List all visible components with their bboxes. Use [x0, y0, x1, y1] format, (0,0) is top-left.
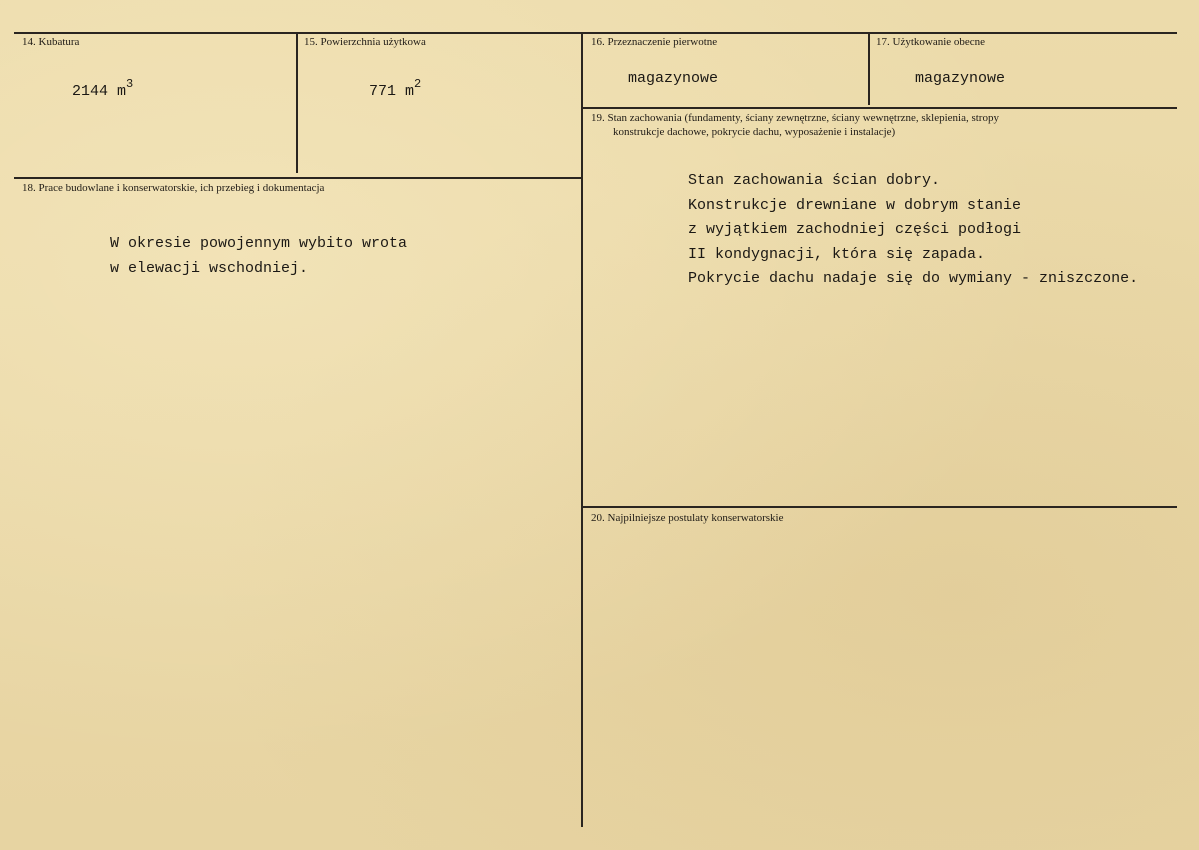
- area-number: 771: [369, 83, 397, 100]
- field-19-label-line1: 19. Stan zachowania (fundamenty, ściany zewnętrzne, ściany wewnętrzne, sklepienia, stropy: [591, 112, 999, 124]
- field-17-label: 17. Użytkowanie obecne: [876, 36, 986, 48]
- main-vertical-divider: [581, 33, 583, 827]
- kubatura-number: 2144: [72, 83, 109, 100]
- field-19-line: z wyjątkiem zachodniej części podłogi: [688, 221, 1022, 238]
- field-19-line: Konstrukcje drewniane w dobrym stanie: [688, 196, 1022, 214]
- field-19-line: Stan zachowania ścian dobry.: [688, 172, 941, 189]
- top-rule: [14, 32, 1177, 34]
- field-19-line: II kondygnacji, która się zapada.: [688, 245, 986, 263]
- field-15-label: 15. Powierzchnia użytkowa: [304, 36, 426, 48]
- field-18-label: 18. Prace budowlane i konserwatorskie, ich przebieg i dokumentacja: [22, 182, 325, 194]
- field-14-label: 14. Kubatura: [22, 36, 80, 48]
- rule-above-20: [583, 506, 1177, 508]
- area-exponent: 2: [414, 77, 422, 91]
- field-16-value: magazynowe: [628, 70, 719, 87]
- rule-above-18: [14, 177, 581, 179]
- field-19-text: [688, 169, 1138, 292]
- field-20-label: 20. Najpilniejsze postulaty konserwatorskie: [591, 512, 784, 524]
- field-18-line: W okresie powojennym wybito wrota: [110, 235, 408, 252]
- kubatura-unit: m: [117, 83, 127, 100]
- kubatura-exponent: 3: [126, 77, 134, 91]
- field-17-value: magazynowe: [915, 70, 1006, 87]
- field-15-value: [369, 74, 421, 105]
- field-18-text: [110, 232, 407, 281]
- field-19-label-line2: konstrukcje dachowe, pokrycie dachu, wyposażenie i instalacje): [613, 126, 896, 138]
- field-19-line: Pokrycie dachu nadaje się do wymiany - zniszczone.: [688, 270, 1139, 287]
- rule-above-19: [583, 107, 1177, 109]
- field-18-line: w elewacji wschodniej.: [110, 259, 309, 277]
- area-unit: m: [405, 83, 415, 100]
- field-16-label: 16. Przeznaczenie pierwotne: [591, 36, 718, 48]
- divider-14-15: [296, 33, 298, 173]
- divider-16-17: [868, 33, 870, 105]
- field-14-value: [72, 74, 133, 105]
